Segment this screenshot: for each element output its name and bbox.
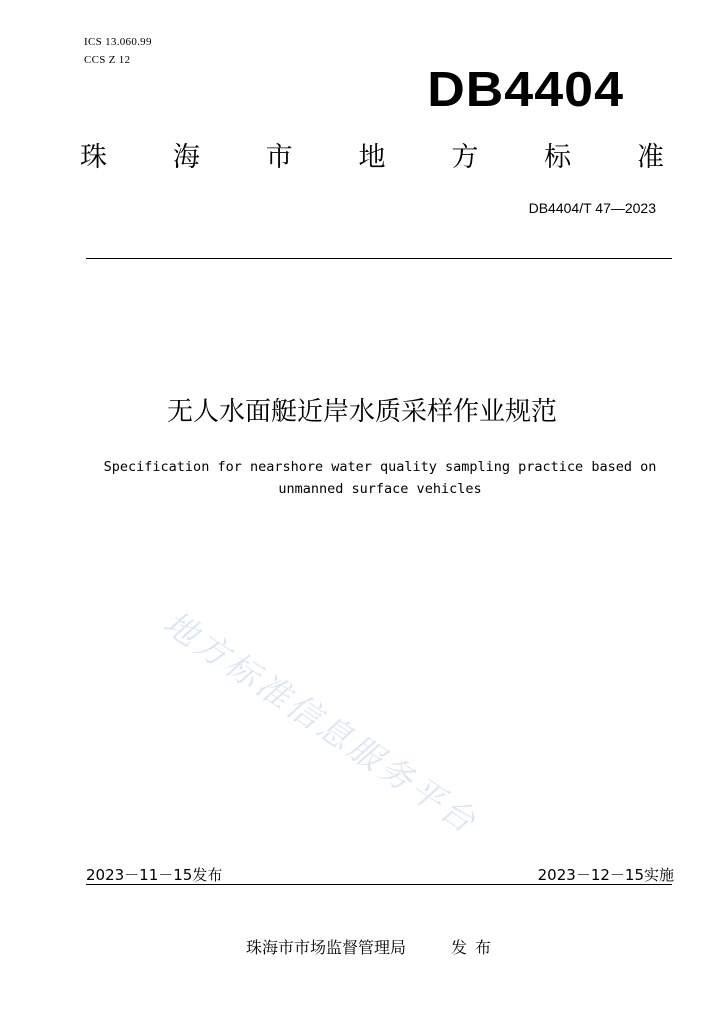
standard-type-char: 标	[544, 142, 572, 173]
standard-type-char: 准	[636, 142, 664, 173]
divider-bottom	[86, 884, 672, 885]
title-english-line1: Specification for nearshore water quality sampling practice based on	[103, 459, 657, 475]
document-title-english	[0, 456, 724, 500]
ccs-code: CCS Z 12	[84, 54, 131, 66]
title-english-line2: unmanned surface vehicles	[278, 481, 482, 497]
standard-type	[80, 140, 664, 176]
issuing-authority: 珠海市市场监督管理局	[246, 938, 407, 957]
standard-type-char: 方	[451, 142, 479, 173]
document-title-chinese: 无人水面艇近岸水质采样作业规范	[166, 397, 557, 427]
standard-type-char: 地	[358, 142, 386, 173]
standard-type-char: 珠	[80, 142, 107, 173]
issue-label: 发布	[451, 938, 500, 957]
divider-top	[86, 258, 672, 259]
issue-date: 2023－11－15发布	[86, 866, 223, 884]
watermark: 地方标准信息服务平台	[156, 602, 486, 843]
standard-number: DB4404/T 47—2023	[528, 200, 656, 216]
standard-type-char: 市	[265, 142, 293, 173]
ics-code: ICS 13.060.99	[84, 36, 152, 48]
implementation-date: 2023－12－15实施	[537, 866, 674, 884]
standard-code-logo: DB4404	[427, 62, 624, 118]
standard-type-char: 海	[172, 142, 200, 173]
